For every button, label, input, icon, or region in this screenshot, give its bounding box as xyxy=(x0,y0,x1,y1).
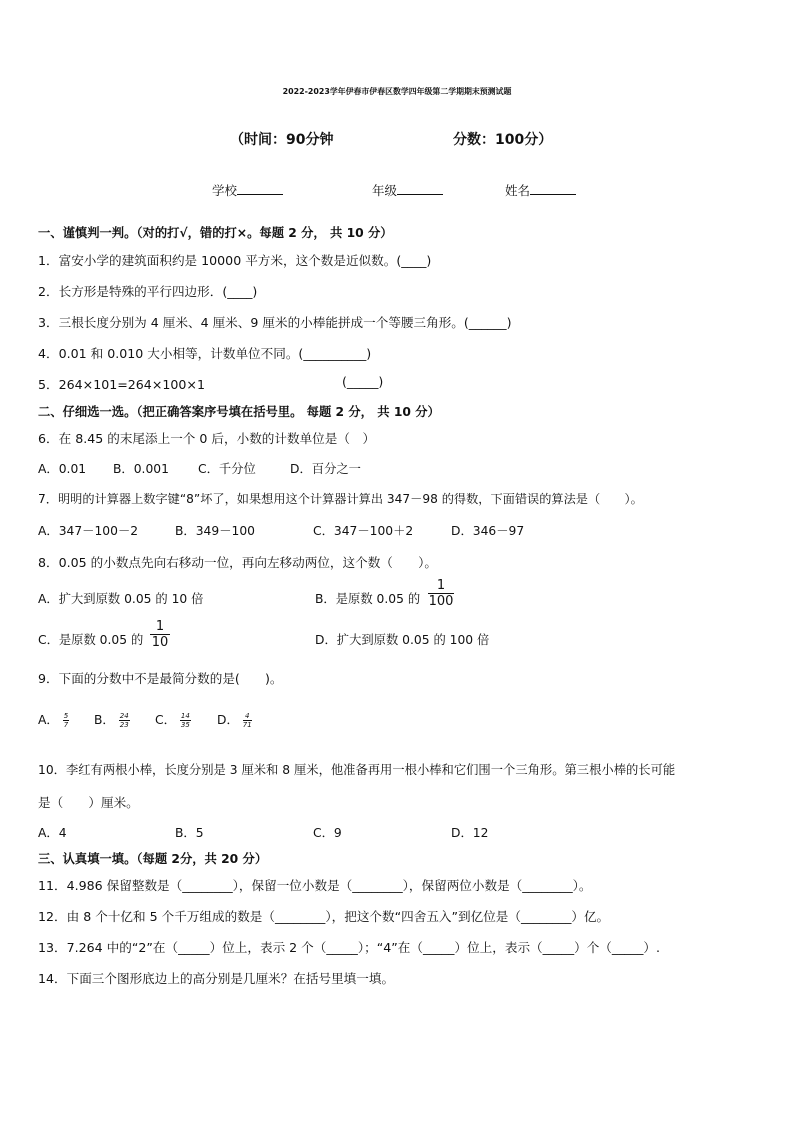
section2-heading: 二、仔细选一选。（把正确答案序号填在括号里。 每题 2 分， 共 10 分） xyxy=(38,405,440,419)
exam-title: 2022-2023学年伊春市伊春区数学四年级第二学期期末预测试题 xyxy=(282,87,512,96)
q10-option-d: D．12 xyxy=(451,826,489,840)
fraction-numerator: 5 xyxy=(63,712,69,720)
q8-option-c: C．是原数 0.05 的 xyxy=(38,633,144,647)
question-3: 3．三根长度分别为 4 厘米、4 厘米、9 厘米的小棒能拼成一个等腰三角形。(______) xyxy=(38,315,512,330)
q6-option-a: A．0.01 xyxy=(38,462,87,476)
q9-option-d xyxy=(217,710,252,729)
q9-d-label: D． xyxy=(217,713,239,727)
q9-c-label: C． xyxy=(155,713,176,727)
q6-option-c: C．千分位 xyxy=(198,462,256,476)
fraction-denominator: 10 xyxy=(151,635,169,650)
q8-option-a: A．扩大到原数 0.05 的 10 倍 xyxy=(38,592,204,606)
name-label: 姓名 xyxy=(505,183,531,198)
q10-option-a: A．4 xyxy=(38,826,67,840)
question-12: 12．由 8 个十亿和 5 个千万组成的数是（________），把这个数“四舍五入”到亿位是（________）亿。 xyxy=(38,909,610,924)
fraction-numerator: 1 xyxy=(436,578,446,593)
name-blank xyxy=(530,182,576,195)
section1-heading: 一、谨慎判一判。（对的打√，错的打×。每题 2 分， 共 10 分） xyxy=(38,226,393,240)
q8-b-fraction xyxy=(428,578,454,609)
fraction-numerator: 1 xyxy=(155,619,165,634)
q9-d-fraction xyxy=(243,712,252,729)
q9-b-fraction xyxy=(119,712,130,729)
q10-option-b: B．5 xyxy=(175,826,204,840)
fraction-numerator: 24 xyxy=(119,712,129,720)
question-10-line1: 10．李红有两根小棒，长度分别是 3 厘米和 8 厘米，他准备再用一根小棒和它们围一个三角形。第三根小棒的长可能 xyxy=(38,763,676,777)
q9-c-fraction xyxy=(180,712,191,729)
fraction-denominator: 100 xyxy=(428,594,454,609)
question-10-line2: 是（ ）厘米。 xyxy=(38,795,139,810)
q7-option-c: C．347－100＋2 xyxy=(313,524,414,538)
question-7: 7．明明的计算器上数字键“8”坏了，如果想用这个计算器计算出 347－98 的得数，下面错误的算法是（ ）。 xyxy=(38,492,643,506)
question-8: 8．0.05 的小数点先向右移动一位，再向左移动两位，这个数（ ）。 xyxy=(38,555,437,570)
exam-time: （时间：90分钟 xyxy=(230,132,334,148)
fraction-numerator: 14 xyxy=(180,712,190,720)
question-2: 2．长方形是特殊的平行四边形．(____) xyxy=(38,284,258,299)
grade-blank xyxy=(397,182,443,195)
q8-c-fraction xyxy=(150,619,170,650)
school-field xyxy=(212,181,283,199)
q9-option-b xyxy=(94,710,130,729)
q7-option-a: A．347－100－2 xyxy=(38,524,139,538)
q6-option-d: D．百分之一 xyxy=(290,462,361,476)
q9-option-a xyxy=(38,710,69,729)
question-1: 1．富安小学的建筑面积约是 10000 平方米，这个数是近似数。(____) xyxy=(38,253,432,268)
fraction-denominator: 7 xyxy=(63,721,69,729)
exam-score: 分数：100分） xyxy=(453,132,553,148)
q9-a-label: A． xyxy=(38,713,59,727)
question-9: 9．下面的分数中不是最简分数的是( )。 xyxy=(38,671,283,686)
fraction-denominator: 23 xyxy=(119,721,129,729)
question-5-blank: (_____) xyxy=(342,374,384,389)
q8-option-d: D．扩大到原数 0.05 的 100 倍 xyxy=(315,633,490,647)
section3-heading: 三、认真填一填。（每题 2分，共 20 分） xyxy=(38,852,268,866)
q7-option-b: B．349－100 xyxy=(175,524,255,538)
fraction-denominator: 35 xyxy=(180,721,190,729)
school-blank xyxy=(237,182,283,195)
question-13: 13．7.264 中的“2”在（_____）位上，表示 2 个（_____）；“4”在（_____）位上，表示（_____）个（_____）. xyxy=(38,940,660,955)
fraction-denominator: 71 xyxy=(242,721,252,729)
q9-option-c xyxy=(155,710,191,729)
question-14: 14．下面三个图形底边上的高分别是几厘米？在括号里填一填。 xyxy=(38,971,395,986)
q9-a-fraction xyxy=(63,712,69,729)
q7-option-d: D．346－97 xyxy=(451,524,525,538)
grade-field xyxy=(372,181,443,199)
q9-b-label: B． xyxy=(94,713,115,727)
question-11: 11．4.986 保留整数是（________），保留一位小数是（________），保留两位小数是（________）。 xyxy=(38,878,592,893)
name-field xyxy=(505,181,576,199)
question-5: 5．264×101=264×100×1 xyxy=(38,377,205,392)
q8-option-b: B．是原数 0.05 的 xyxy=(315,592,421,606)
question-6: 6．在 8.45 的末尾添上一个 0 后，小数的计数单位是（ ） xyxy=(38,431,376,446)
fraction-numerator: 4 xyxy=(243,712,252,721)
school-label: 学校 xyxy=(212,183,238,198)
q10-option-c: C．9 xyxy=(313,826,342,840)
grade-label: 年级 xyxy=(372,183,398,198)
question-4: 4．0.01 和 0.010 大小相等，计数单位不同。(__________) xyxy=(38,346,372,361)
q6-option-b: B．0.001 xyxy=(113,462,169,476)
